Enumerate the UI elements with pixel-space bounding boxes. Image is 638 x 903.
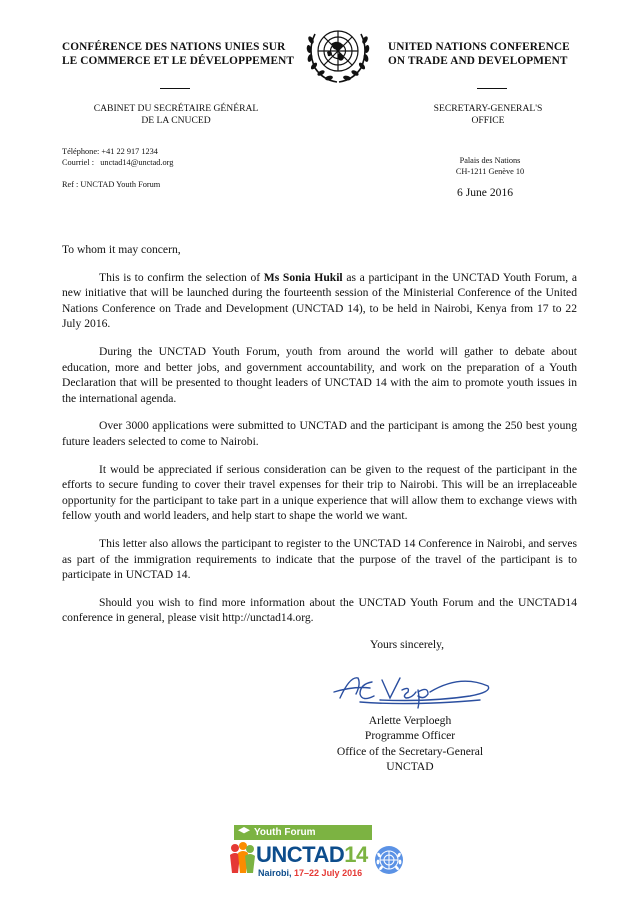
header-right-line1: UNITED NATIONS CONFERENCE [388, 41, 570, 53]
logo-location [258, 868, 362, 879]
header-right-org [388, 40, 588, 68]
header-right-line2: ON TRADE AND DEVELOPMENT [388, 55, 568, 67]
signatory-office: Office of the Secretary-General [336, 744, 484, 758]
signature-icon [320, 668, 500, 712]
header-left-line2: LE COMMERCE ET LE DÉVELOPPEMENT [62, 55, 294, 67]
un-emblem-icon [303, 20, 373, 86]
left-office-line2: DE LA CNUCED [141, 115, 211, 126]
email-line [62, 157, 282, 168]
contact-block [62, 146, 282, 190]
telephone: Téléphone: +41 22 917 1234 [62, 147, 158, 156]
email-label: Courriel : [62, 158, 95, 167]
reference: Ref : UNCTAD Youth Forum [62, 180, 161, 189]
paragraph-6: Should you wish to find more information about the UNCTAD Youth Forum and the UNCTAD14 conference in general, please visit http://unctad14.org. [62, 595, 577, 625]
logo-dates: 17–22 July 2016 [294, 868, 363, 878]
paragraph-2: During the UNCTAD Youth Forum, youth from around the world will gather to debate about education, more and better jobs, and government accountability, and work on the preparation of a Youth Declaration that will be presented to thought leaders of UNCTAD 14 with the aim to promote youth issues in the international agenda. [62, 344, 577, 405]
un-logo-icon [374, 845, 404, 875]
signatory-title: Programme Officer [364, 729, 456, 743]
paragraph-5: This letter also allows the participant to register to the UNCTAD 14 Conference in Nairobi, and serves as part of the immigration requirements to indicate that the purpose of the travel of the participant is to participate in UNCTAD 14. [62, 536, 577, 582]
logo-city: Nairobi, [258, 868, 292, 878]
unctad-number: 14 [344, 842, 368, 867]
right-office [408, 103, 568, 127]
address-line1: Palais des Nations [459, 156, 521, 165]
header-left-line1: CONFÉRENCE DES NATIONS UNIES SUR [62, 41, 286, 53]
paragraph-1-after: as a participant in the UNCTAD Youth Forum, a new initiative that will be launched during the fourteenth session of the Ministerial Conference of the United Nations Conference on Trade and Development (UNCTAD 14), to be held in Nairobi, Kenya from 17 to 22 July 2016. [62, 270, 577, 331]
paragraph-4: It would be appreciated if serious consideration can be given to the request of the participant in the efforts to secure funding to cover their travel expenses for their trip to Nairobi. This will be an irreplaceable opportunity for the participant to take part in a unique experience that will allow them to exchange views with fellow youth and world leaders, and help start to shape the world we want. [62, 462, 577, 523]
youth-forum-banner [234, 825, 372, 840]
unctad-word: UNCTAD [256, 842, 345, 867]
closing: Yours sincerely, [370, 638, 445, 651]
right-office-line1: SECRETARY-GENERAL'S [433, 103, 543, 114]
letter-date: 6 June 2016 [457, 186, 514, 199]
footer-logo [228, 825, 408, 895]
left-office-line1: CABINET DU SECRÉTAIRE GÉNÉRAL [93, 103, 259, 114]
signatory-org: UNCTAD [386, 760, 434, 774]
address-block [420, 155, 560, 177]
email-address: unctad14@unctad.org [100, 158, 174, 167]
salutation: To whom it may concern, [62, 243, 181, 256]
youth-forum-label: Youth Forum [254, 827, 316, 838]
header-left-rule [160, 88, 190, 89]
paragraph-3: Over 3000 applications were submitted to UNCTAD and the participant is among the 250 best young future leaders selected to come to Nairobi. [62, 419, 577, 448]
paragraph-1 [62, 270, 577, 332]
letter-body [62, 242, 577, 626]
people-icon [228, 841, 256, 875]
signatory-block [300, 713, 520, 775]
header-left-org [62, 40, 302, 68]
unctad-logo-text [256, 843, 368, 867]
signatory-name: Arlette Verploegh [368, 714, 452, 727]
right-office-line2: OFFICE [471, 115, 505, 126]
paragraph-1-before: This is to confirm the selection of [99, 270, 264, 284]
graduation-cap-icon [238, 827, 250, 835]
left-office [62, 103, 290, 127]
participant-name: Ms Sonia Hukil [263, 270, 343, 284]
address-line2: CH-1211 Genève 10 [455, 167, 525, 176]
header-right-rule [477, 88, 507, 89]
